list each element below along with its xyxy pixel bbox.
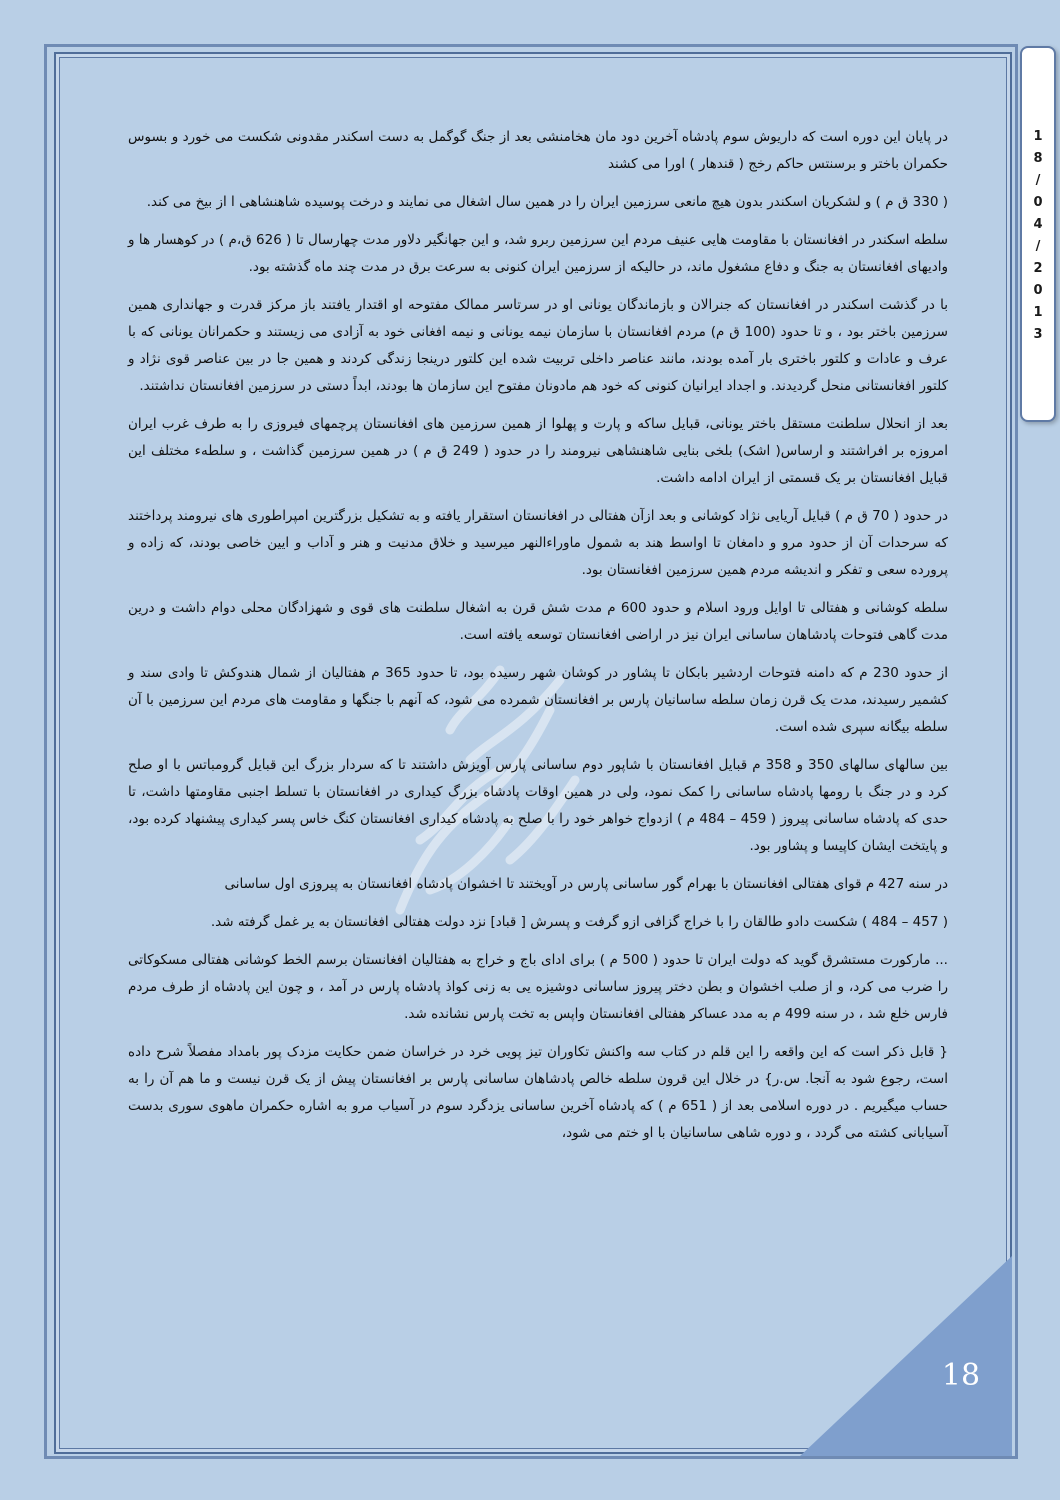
paragraph: از حدود 230 م که دامنه فتوحات اردشیر بابکان تا پشاور در کوشان شهر رسیده بود، تا حدود 365 م هفتالیان از شمال هندوکش تا وادی سند و کشمیر رسیدند، مدت یک قرن زمان سلطه ساسانیان پارس بر افغانستان شمرده می شود، که آنهم با جنگها و مقاومت های مردم این سرزمین با آن سلطه بیگانه سپری شده است. xyxy=(128,665,948,735)
paragraph: ( 457 – 484 ) شکست دادو طالقان را با خراج گزافی ازو گرفت و پسرش [ قباد] نزد دولت هفتالی افغانستان به یر غمل گرفته شد. xyxy=(210,914,948,930)
paragraph: ... مارکورت مستشرق گوید که دولت ایران تا حدود ( 500 م ) برای ادای باج و خراج به هفتالیان افغانستان برسم الخط کوشانی هفتالی مسکوکاتی را ضرب می کرد، و از صلب اخشوان و بطن دختر پیروز ساسانی دوشیزه یی به زنی کواذ پادشاه پارس در آمد ، و چون این پادشاه از طرف مردم فارس خلع شد ، در سنه 499 م به مدد عساکر هفتالی افغانستان واپس به تخت پارس نشانده شد. xyxy=(128,952,948,1022)
date-char: 1 xyxy=(1033,305,1043,320)
paragraph: ( 330 ق م ) و لشکریان اسکندر بدون هیچ مانعی سرزمین ایران را در همین سال اشغال می نمایند و درخت پوسیده شاهنشاهی ا از بیخ می کند. xyxy=(146,194,948,210)
date-char: / xyxy=(1035,173,1041,188)
date-char: / xyxy=(1035,239,1041,254)
corner-triangle xyxy=(800,1256,1012,1456)
document-body xyxy=(128,124,948,1158)
paragraph: در سنه 427 م قوای هفتالی افغانستان با بهرام گور ساسانی پارس در آویختند تا اخشوان پادشاه افغانستان به پیروزی اول ساسانی xyxy=(224,876,948,892)
paragraph: در حدود ( 70 ق م ) قبایل آریایی نژاد کوشانی و بعد ازآن هفتالی در افغانستان استقرار یافته و به تشکیل بزرگترین امپراطوری های نیرومند پرداختند که سرحدات آن از حدود مرو و دامغان تا اواسط هند به شمول ماوراءالنهر میرسید و خلاق مدنیت و هنر و آداب و ایین خاصی بودند، که زاده و پرورده سعی و تفکر و اندیشه مردم همین سرزمین افغانستان بود. xyxy=(128,508,949,578)
paragraph: در پایان این دوره است که داریوش سوم پادشاه آخرین دود مان هخامنشی بعد از جنگ گوگمل به دست اسکندر مقدونی شکست می خورد و بسوس حکمران باختر و برسنتس حاکم رخج ( قندهار ) اورا می کشند xyxy=(128,129,948,172)
date-char: 3 xyxy=(1033,327,1043,342)
paragraph: با در گذشت اسکندر در افغانستان که جنرالان و بازماندگان یونانی او در سرتاسر ممالک مفتوحه او اقتدار یافتند باز مرکز قدرت و جهانداری همین سرزمین باختر بود ، و تا حدود (100 ق م) مردم افغانستان با سازمان نیمه یونانی و نیمه افغانی خود به آزادی می زیستند و حکمرانان یونانی که با عرف و عادات و کلتور باختری بار آمده بودند، مانند عناصر داخلی تربیت شده این کلتور درینجا زندگی کردند و همین جا در بین عناصر قوی نژاد و کلتور افغانستانی منحل گردیدند. و اجداد ایرانیان کنونی که خود هم مادونان مفتوح این سازمان ها بودند، ابداً دستی در سرزمین افغانستان نداشتند. xyxy=(128,297,948,394)
paragraph: سلطه اسکندر در افغانستان با مقاومت هایی عنیف مردم این سرزمین ربرو شد، و این جهانگیر دلاور مدت چهارسال تا ( 626 ق،م ) در کوهسار ها و وادیهای افغانستان به جنگ و دفاع مشغول ماند، در حالیکه از سرزمین ایران کنونی به سرعت برق در مدت چند ماه گذشته بود. xyxy=(128,232,948,275)
date-char: 8 xyxy=(1033,151,1043,166)
date-tab xyxy=(1020,46,1056,422)
date-char: 2 xyxy=(1033,261,1043,276)
date-char: 0 xyxy=(1033,195,1043,210)
date-char: 4 xyxy=(1033,217,1043,232)
paragraph: { قابل ذکر است که این واقعه را این قلم در کتاب سه واکنش تکاوران تیز پویی خرد در خراسان ضمن حکایت مزدک پور بامداد مفصلاً شرح داده است، رجوع شود به آنجا. س.ر} در خلال این قرون سلطه خالص پادشاهان ساسانی پارس بر افغانستان پیش از یک قرن نیست و ما هم آن را به حساب میگیریم . در دوره اسلامی بعد از ( 651 م ) که پادشاه آخرین ساسانی یزدگرد سوم در آسیاب مرو به اشاره حکمران ماهوی سوری بدست آسیابانی کشته می گردد ، و دوره شاهی ساسانیان با او ختم می شود، xyxy=(128,1044,948,1141)
page-number: 18 xyxy=(941,1358,981,1393)
paragraph: بین سالهای سالهای 350 و 358 م قبایل افغانستان با شاپور دوم ساسانی پارس آویزش داشتند تا که سردار بزرگ این قبایل گرومباتس با او صلح کرد و در جنگ با رومها پادشاه ساسانی را کمک نمود، ولی در همین اوقات پادشاه بزرگ کیداری در افغانستان با تسلط اجنبی مقاومتها داشت، تا حدی که پادشاه ساسانی پیروز ( 459 – 484 م ) ازدواج خواهر خود را با صلح به پادشاه کیداری افغانستان کنگ خاس پسر کیداری پیشنهاد کرده بود، و پایتخت ایشان کاپیسا و پشاور بود. xyxy=(128,757,948,854)
date-char: 0 xyxy=(1033,283,1043,298)
paragraph: بعد از انحلال سلطنت مستقل باختر یونانی، قبایل ساکه و پارت و پهلوا از همین سرزمین های افغانستان پرچمهای فیروزی را به طرف غرب ایران امروزه بر افراشتند و ارساس( اشک) بلخی بنایی شاهنشاهی نیرومند را در حدود ( 249 ق م ) در همین سرزمین گذاشت ، و سلطهء مختلف این قبایل افغانستان بر یک قسمتی از ایران ادامه داشت. xyxy=(128,416,948,486)
paragraph: سلطه کوشانی و هفتالی تا اوایل ورود اسلام و حدود 600 م مدت شش قرن به اشغال سلطنت های قوی و شهزادگان محلی دوام داشت و درین مدت گاهی فتوحات پادشاهان ساسانی ایران نیز در اراضی افغانستان توسعه یافته است. xyxy=(128,600,948,643)
date-char: 1 xyxy=(1033,129,1043,144)
